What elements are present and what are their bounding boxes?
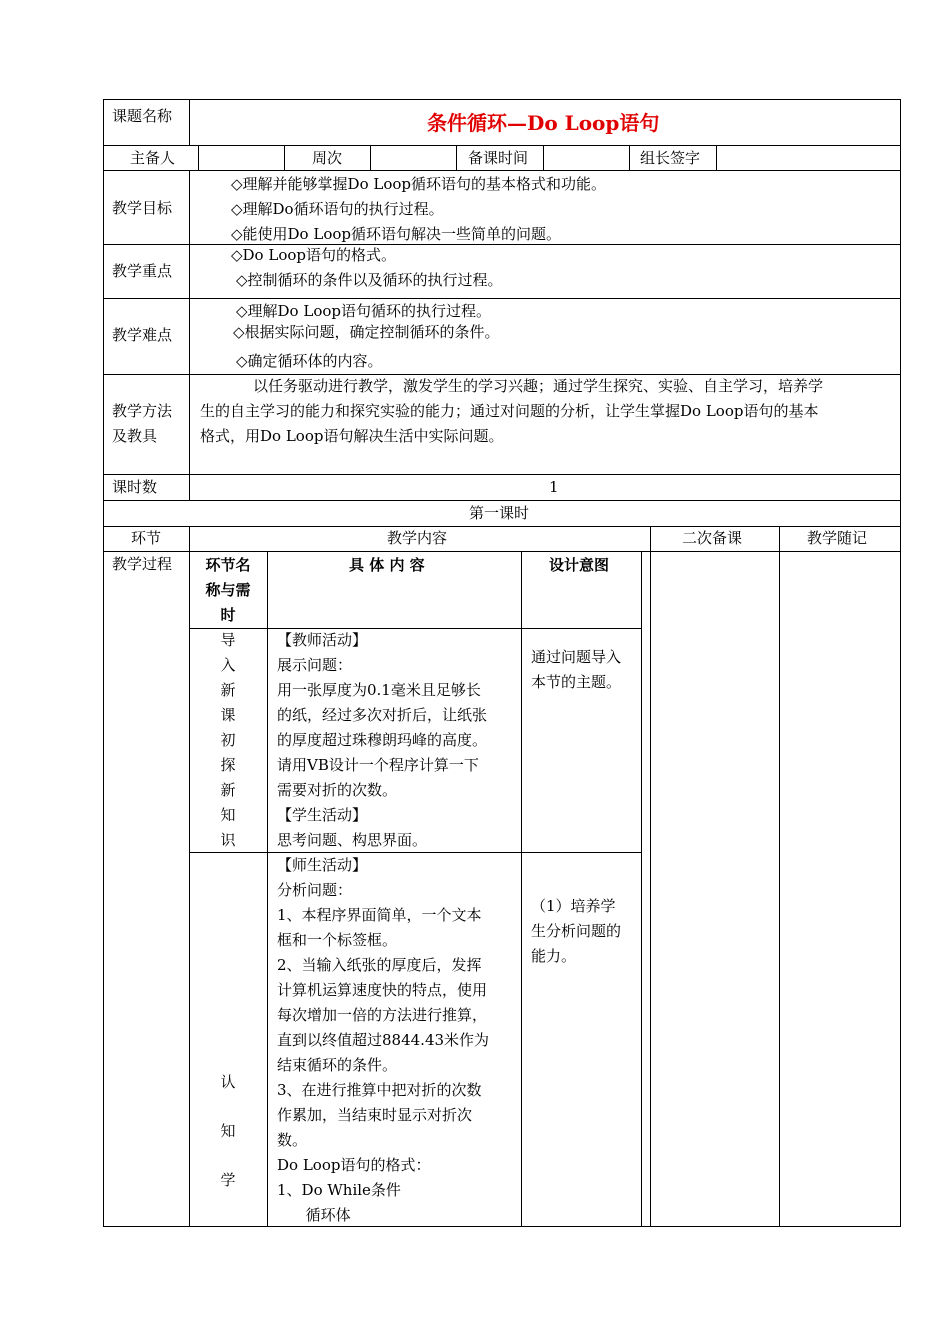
table-border-right xyxy=(900,99,901,1226)
inner-header-details: 具 体 内 容 xyxy=(349,556,425,574)
stage2-name: 认 知 学 xyxy=(220,1073,236,1189)
course-name-label: 课题名称 xyxy=(112,107,173,125)
column-notes: 教学随记 xyxy=(807,529,868,547)
column-second-prep: 二次备课 xyxy=(682,529,743,547)
table-rule xyxy=(716,145,717,170)
table-rule xyxy=(370,145,371,170)
prep-time-label: 备课时间 xyxy=(468,149,529,167)
table-border-bottom xyxy=(103,1226,901,1227)
methods-label-2: 及教具 xyxy=(112,427,158,445)
table-rule xyxy=(103,474,901,475)
hours-label: 课时数 xyxy=(112,478,158,496)
table-rule xyxy=(629,145,630,170)
column-stage: 环节 xyxy=(131,529,162,547)
key-point-item: ◇Do Loop语句的格式。 xyxy=(231,246,396,264)
key-points-label: 教学重点 xyxy=(112,262,173,280)
inner-header-intent: 设计意图 xyxy=(549,556,610,574)
difficulty-item: ◇确定循环体的内容。 xyxy=(236,352,383,370)
hours-value: 1 xyxy=(549,478,559,496)
lesson-heading: 第一课时 xyxy=(469,504,530,522)
difficulty-item: ◇理解Do Loop语句循环的执行过程。 xyxy=(236,302,491,320)
methods-line: 以任务驱动进行教学，激发学生的学习兴趣；通过学生探究、实验、自主学习，培养学 xyxy=(253,377,824,395)
leader-sign-label: 组长签字 xyxy=(640,149,701,167)
inner-table-rule xyxy=(267,551,268,1226)
table-rule xyxy=(198,145,199,170)
methods-line: 格式，用Do Loop语句解决生活中实际问题。 xyxy=(200,427,504,445)
process-label: 教学过程 xyxy=(112,555,173,573)
methods-line: 生的自主学习的能力和探究实验的能力；通过对问题的分析，让学生掌握Do Loop语句的基本 xyxy=(200,402,819,420)
goal-item: ◇能使用Do Loop循环语句解决一些简单的问题。 xyxy=(231,225,561,243)
table-rule xyxy=(189,170,190,500)
goals-label: 教学目标 xyxy=(112,199,173,217)
week-label: 周次 xyxy=(312,149,343,167)
table-border-left xyxy=(103,99,104,1226)
inner-header-stage-name: 环节名 称与需 时 xyxy=(205,556,251,624)
table-rule xyxy=(103,298,901,299)
difficulty-item: ◇根据实际问题，确定控制循环的条件。 xyxy=(233,323,500,341)
preparer-label: 主备人 xyxy=(130,149,176,167)
table-rule xyxy=(779,526,780,1226)
table-rule xyxy=(650,526,651,1226)
table-border-top xyxy=(103,99,901,100)
table-rule xyxy=(284,145,285,170)
goals-list xyxy=(231,172,606,247)
column-content: 教学内容 xyxy=(387,529,448,547)
inner-table-border-right xyxy=(641,551,642,1226)
stage1-name: 导 入 新 课 初 探 新 知 识 xyxy=(220,631,236,849)
stage2-content: 【师生活动】 分析问题： 1、本程序界面简单，一个文本 框和一个标签框。 2、当输入纸张的厚度后，发挥 计算机运算速度快的特点，使用 每次增加一倍的方法进行推算， 直到以终值超过8844.43米作为 结束循环的条件。 3、在进行推算中把对折的次数 作累加，当结束时显示对折次 数。 Do Loop语句的格式： 1、Do While条件 循环体 xyxy=(277,856,490,1224)
table-rule xyxy=(189,99,190,145)
methods-paragraph xyxy=(200,374,823,449)
table-rule xyxy=(456,145,457,170)
table-rule xyxy=(543,145,544,170)
inner-table-border-top xyxy=(189,551,642,552)
goal-item: ◇理解Do循环语句的执行过程。 xyxy=(231,200,444,218)
methods-label: 教学方法 xyxy=(112,402,173,420)
stage1-intent: 通过问题导入 本节的主题。 xyxy=(531,648,622,691)
difficulties-label: 教学难点 xyxy=(112,326,173,344)
page-title: 条件循环—Do Loop语句 xyxy=(427,111,660,135)
goal-item: ◇理解并能够掌握Do Loop循环语句的基本格式和功能。 xyxy=(231,175,606,193)
key-point-item: ◇控制循环的条件以及循环的执行过程。 xyxy=(236,271,503,289)
table-rule xyxy=(103,526,901,527)
inner-table-rule xyxy=(521,551,522,1226)
stage1-content: 【教师活动】 展示问题： 用一张厚度为0.1毫米且足够长 的纸，经过多次对折后，让纸张 的厚度超过珠穆朗玛峰的高度。 请用VB设计一个程序计算一下 需要对折的次数。 【学生活动】 思考问题、构思界面。 xyxy=(277,631,488,849)
stage2-intent: （1）培养学 生分析问题的 能力。 xyxy=(531,897,622,965)
